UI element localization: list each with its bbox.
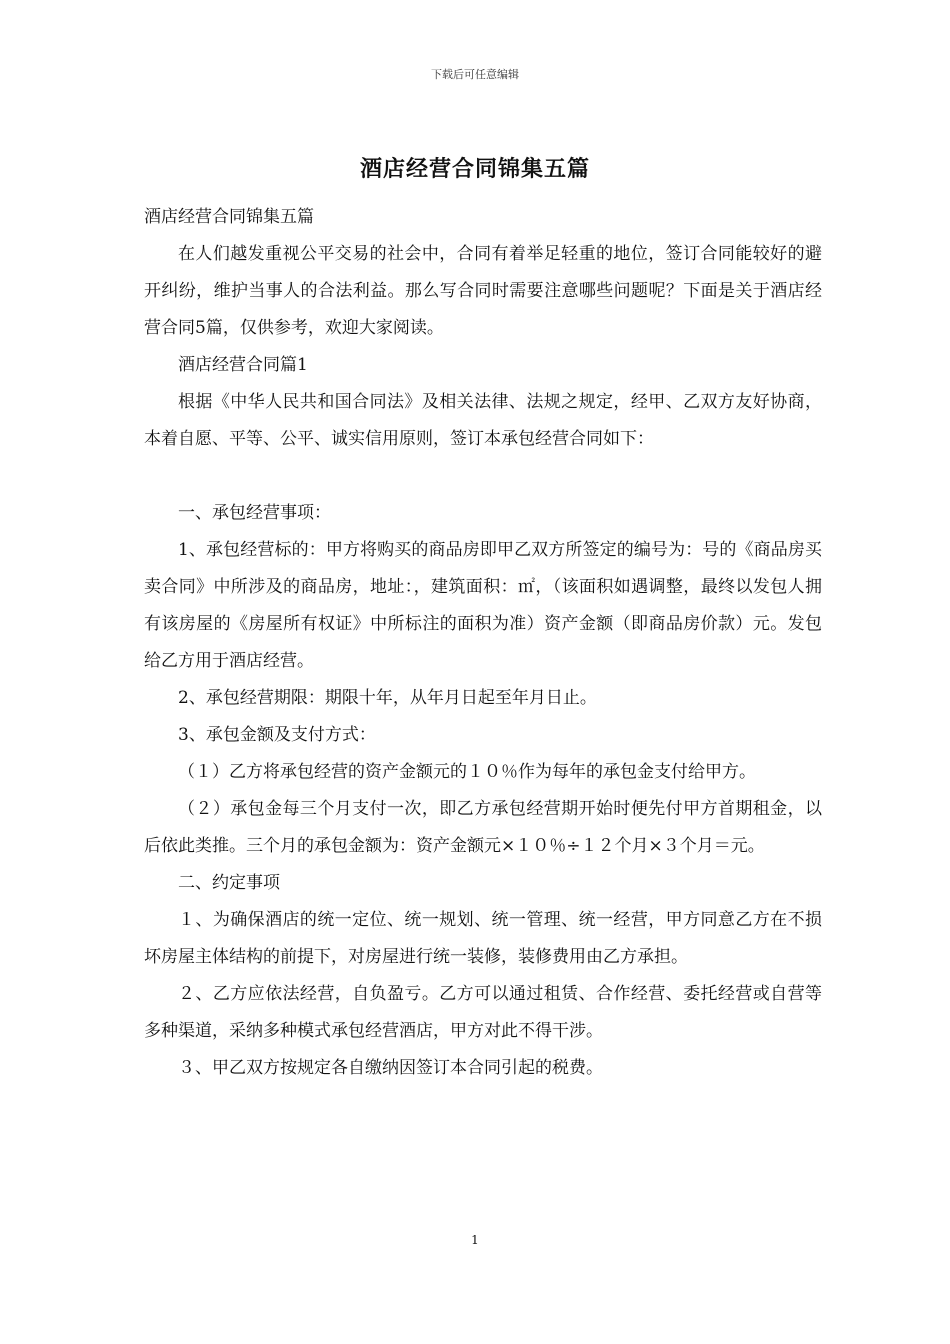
- intro-paragraph: 在人们越发重视公平交易的社会中，合同有着举足轻重的地位，签订合同能较好的避开纠纷，维护当事人的合法利益。那么写合同时需要注意哪些问题呢？下面是关于酒店经营合同5篇，仅供参考，欢迎大家阅读。: [144, 244, 822, 338]
- clause-paragraph: 1、承包经营标的：甲方将购买的商品房即甲乙双方所签定的编号为：号的《商品房买卖合同》中所涉及的商品房，地址：，建筑面积：㎡，（该面积如遇调整，最终以发包人拥有该房屋的《房屋所有权证》中所标注的面积为准）资产金额（即商品房价款）元。发包给乙方用于酒店经营。: [144, 540, 822, 671]
- clause-paragraph: １、为确保酒店的统一定位、统一规划、统一管理、统一经营，甲方同意乙方在不损坏房屋主体结构的前提下，对房屋进行统一装修，装修费用由乙方承担。: [144, 910, 822, 967]
- contract-preamble: 根据《中华人民共和国合同法》及相关法律、法规之规定，经甲、乙双方友好协商，本着自愿、平等、公平、诚实信用原则，签订本承包经营合同如下：: [144, 392, 822, 449]
- document-body: [144, 199, 822, 1087]
- section-heading-contract-1: 酒店经营合同篇1: [178, 355, 308, 375]
- clause-paragraph: ２、乙方应依法经营，自负盈亏。乙方可以通过租赁、合作经营、委托经营或自营等多种渠道，采纳多种模式承包经营酒店，甲方对此不得干涉。: [144, 984, 822, 1041]
- header-note: 下载后可任意编辑: [431, 68, 519, 81]
- clause-paragraph: ３、甲乙双方按规定各自缴纳因签订本合同引起的税费。: [178, 1058, 603, 1078]
- document-title: 酒店经营合同锦集五篇: [359, 156, 590, 182]
- clause-paragraph: 2、承包经营期限：期限十年，从年月日起至年月日止。: [178, 688, 597, 708]
- clause-heading-2: 二、约定事项: [178, 873, 280, 893]
- clause-paragraph: （１）乙方将承包经营的资产金额元的１０％作为每年的承包金支付给甲方。: [178, 762, 756, 782]
- clause-heading-1: 一、承包经营事项：: [178, 503, 331, 523]
- subtitle-paragraph: 酒店经营合同锦集五篇: [144, 207, 314, 227]
- clause-paragraph: （２）承包金每三个月支付一次，即乙方承包经营期开始时便先付甲方首期租金，以后依此类推。三个月的承包金额为：资产金额元×１０％÷１２个月×３个月＝元。: [144, 799, 822, 856]
- clause-paragraph: 3、承包金额及支付方式：: [178, 725, 376, 745]
- page-number: 1: [471, 1233, 479, 1247]
